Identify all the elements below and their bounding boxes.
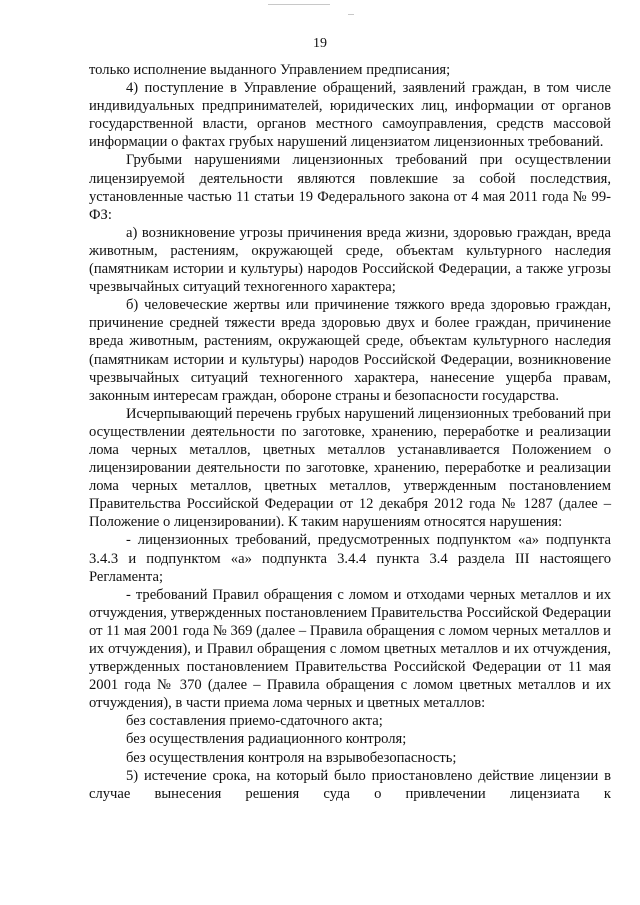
paragraph-bullet-license-requirements: - лицензионных требований, предусмотренных подпунктом «а» подпункта 3.4.3 и подпунктом «а» подпункта 3.4.4 пункта 3.4 раздела III настоящего Регламента; <box>89 532 611 585</box>
list-item-acceptance-act: без составления приемо-сдаточного акта; <box>126 713 383 730</box>
paragraph-item-4: 4) поступление в Управление обращений, заявлений граждан, в том числе индивидуальных предпринимателей, юридических лиц, информации от органов государственной власти, органов местного самоуправления, средств массовой информации о фактах грубых нарушений лицензиатом лицензионных требований. <box>89 80 611 151</box>
paragraph-gross-violations: Грубыми нарушениями лицензионных требований при осуществлении лицензируемой деятельности являются повлекшие за собой последствия, установленные частью 11 статьи 19 Федерального закона от 4 мая 2011 года № 99-ФЗ: <box>89 152 611 223</box>
page-number: 19 <box>313 36 327 51</box>
scan-artifact-line <box>268 4 330 5</box>
paragraph-continuation: только исполнение выданного Управлением предписания; <box>89 62 451 78</box>
paragraph-item-b: б) человеческие жертвы или причинение тяжкого вреда здоровью граждан, причинение средней тяжести вреда здоровью двух и более граждан, причинение вреда животным, растениям, окружающей среде, объектам культурного наследия (памятникам истории и культуры) народов Российской Федерации, возникновение чрезвычайных ситуаций техногенного характера, нанесение ущерба правам, законным интересам граждан, обороне страны и безопасности государства. <box>89 297 611 404</box>
paragraph-exhaustive-list: Исчерпывающий перечень грубых нарушений лицензионных требований при осуществлении деятельности по заготовке, хранению, переработке и реализации лома черных металлов, цветных металлов устанавливается Положением о лицензировании деятельности по заготовке, хранению, переработке и реализации лома черных металлов, цветных металлов, утвержденным постановлением Правительства Российской Федерации от 12 декабря 2012 года № 1287 (далее – Положение о лицензировании). К таким нарушениям относятся нарушения: <box>89 405 611 531</box>
paragraph-item-a: а) возникновение угрозы причинения вреда жизни, здоровью граждан, вреда животным, растениям, окружающей среде, объектам культурного наследия (памятникам истории и культуры) народов Российской Федерации, а также угрозы чрезвычайных ситуаций техногенного характера; <box>89 224 611 296</box>
list-item-explosion-control: без осуществления контроля на взрывобезопасность; <box>126 749 457 766</box>
paragraph-item-5: 5) истечение срока, на который было приостановлено действие лицензии в случае вынесения решения суда о привлечении лицензиата к <box>89 767 611 802</box>
paragraph-bullet-rules: - требований Правил обращения с ломом и отходами черных металлов и их отчуждения, утвержденных постановлением Правительства Российской Федерации от 11 мая 2001 года № 369 (далее – Правила обращения с ломом черных металлов и их отчуждения), и Правил обращения с ломом цветных металлов и их отчуждения, утвержденных постановлением Правительства Российской Федерации от 11 мая 2001 года № 370 (далее – Правила обращения с ломом цветных металлов и их отчуждения), в части приема лома черных и цветных металлов: <box>89 586 611 712</box>
document-body <box>89 61 611 803</box>
scan-artifact-line <box>348 14 354 15</box>
list-item-radiation-control: без осуществления радиационного контроля; <box>126 731 407 748</box>
